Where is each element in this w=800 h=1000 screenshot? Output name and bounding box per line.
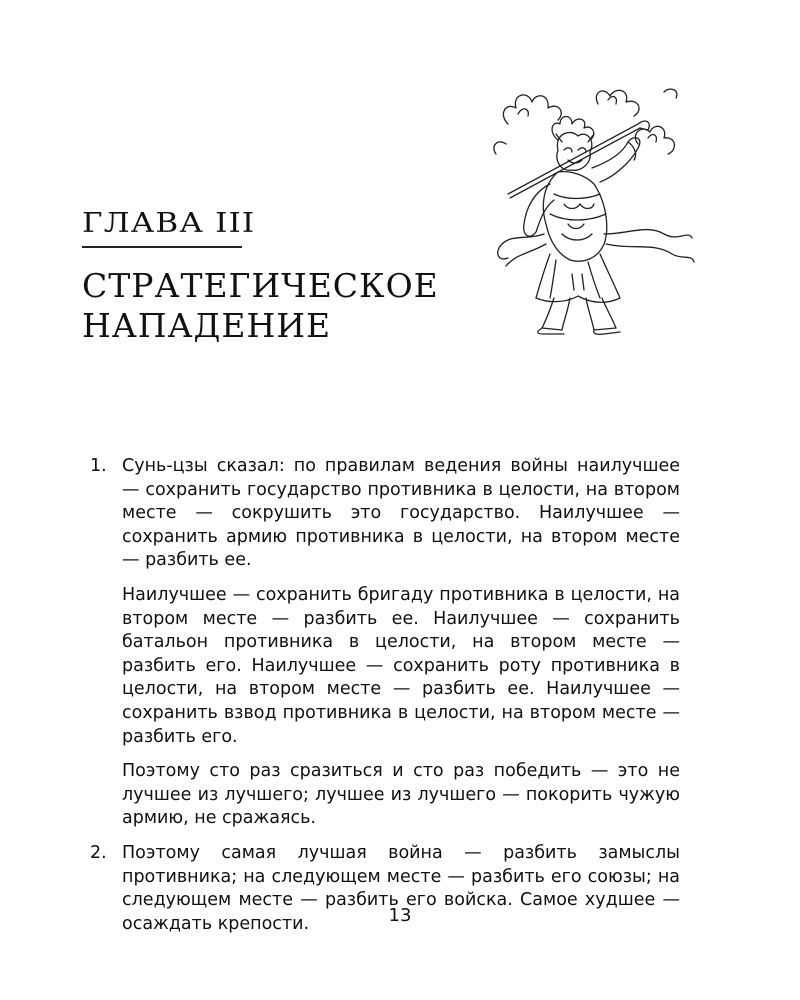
list-item: [90, 455, 680, 831]
paragraph: Поэтому самая лучшая война — разбить замыслы противника; на следующем месте — разбить его союзы; на следующем месте — разбить его войска. Самое худшее — осаждать крепости.: [122, 842, 680, 934]
chapter-title-line: НАПАДЕНИЕ: [82, 306, 332, 345]
warrior-illustration-icon: [488, 84, 696, 336]
paragraph: Наилучшее — сохранить бригаду противника в целости, на втором месте — разбить ее. Наилучшее — сохранить батальон противника в целости, на втором месте — разбить его. Наилучшее — сохранить роту противника в целости, на втором месте — разбить ее. Наилучшее — сохранить взвод противника в целости, на втором месте — разбить его.: [122, 584, 680, 747]
page-number: 13: [388, 905, 412, 926]
chapter-divider: [82, 246, 242, 248]
list-item-number: 2.: [90, 842, 107, 863]
paragraph: Поэтому сто раз сразиться и сто раз победить — это не лучшее из лучшего; лучшее из лучшего — покорить чужую армию, не сражаясь.: [122, 761, 680, 829]
paragraph: Сунь-цзы сказал: по правилам ведения войны наилучшее — сохранить государство противника в целости, на втором месте — сокрушить это государство. Наилучшее — сохранить армию противника в целости, на втором месте — разбить ее.: [122, 456, 680, 571]
chapter-title-line: СТРАТЕГИЧЕСКОЕ: [82, 266, 439, 305]
body-text: [90, 455, 680, 947]
list-item-number: 1.: [90, 456, 107, 476]
chapter-label: ГЛАВА III: [82, 208, 256, 239]
chapter-title: [82, 266, 502, 346]
